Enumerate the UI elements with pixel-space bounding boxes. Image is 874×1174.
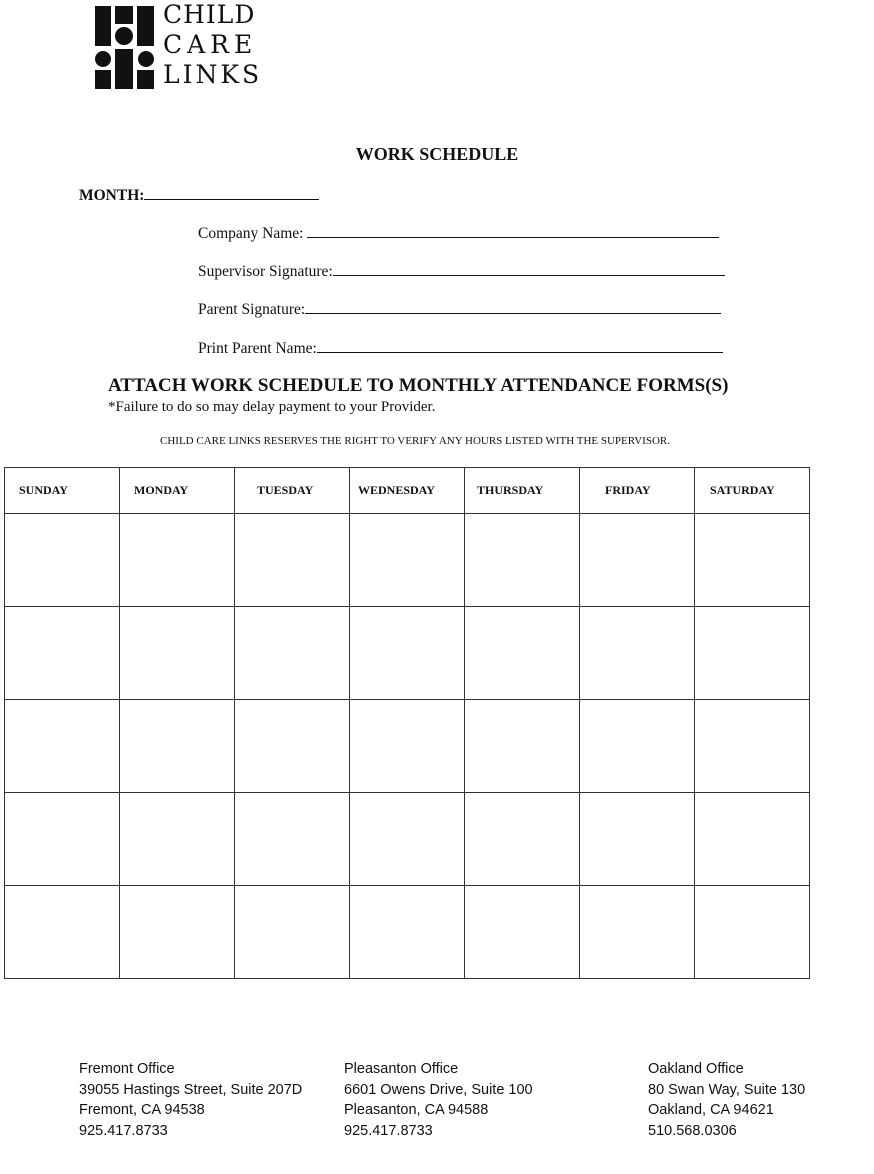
schedule-cell[interactable] <box>350 886 465 979</box>
page-title: WORK SCHEDULE <box>355 144 519 164</box>
office-city: Oakland, CA 94621 <box>648 1102 774 1118</box>
header-tuesday: TUESDAY <box>235 468 350 514</box>
header-thursday: THURSDAY <box>465 468 580 514</box>
schedule-cell[interactable] <box>350 607 465 700</box>
table-row <box>5 700 810 793</box>
failure-note: *Failure to do so may delay payment to your Provider. <box>108 399 436 415</box>
office-street: 39055 Hastings Street, Suite 207D <box>79 1081 303 1098</box>
table-header-row <box>5 468 810 514</box>
header-saturday: SATURDAY <box>695 468 810 514</box>
office-oakland <box>648 1059 805 1141</box>
table-row <box>5 607 810 700</box>
print-parent-name-field[interactable] <box>198 338 723 358</box>
child-care-links-logo <box>95 0 265 90</box>
parent-signature-label: Parent Signature: <box>198 301 306 318</box>
header-wednesday: WEDNESDAY <box>350 468 465 514</box>
month-label: MONTH: <box>79 187 145 204</box>
schedule-cell[interactable] <box>465 700 580 793</box>
office-street: 6601 Owens Drive, Suite 100 <box>344 1081 533 1098</box>
office-phone: 925.417.8733 <box>344 1122 433 1139</box>
schedule-cell[interactable] <box>580 700 695 793</box>
schedule-cell[interactable] <box>120 700 235 793</box>
office-name: Oakland Office <box>648 1061 744 1077</box>
schedule-cell[interactable] <box>465 514 580 607</box>
schedule-cell[interactable] <box>465 607 580 700</box>
schedule-cell[interactable] <box>235 700 350 793</box>
office-street: 80 Swan Way, Suite 130 <box>648 1081 806 1098</box>
logo-mark-icon <box>95 4 155 90</box>
schedule-table <box>4 467 810 979</box>
month-field[interactable] <box>79 185 319 205</box>
parent-signature-field[interactable] <box>198 299 721 319</box>
schedule-cell[interactable] <box>465 793 580 886</box>
schedule-cell[interactable] <box>695 514 810 607</box>
company-name-label: Company Name: <box>198 225 304 242</box>
schedule-cell[interactable] <box>235 607 350 700</box>
schedule-cell[interactable] <box>120 607 235 700</box>
office-city: Fremont, CA 94538 <box>79 1102 205 1118</box>
schedule-cell[interactable] <box>120 793 235 886</box>
office-name: Fremont Office <box>79 1061 175 1077</box>
office-name: Pleasanton Office <box>344 1061 459 1077</box>
schedule-cell[interactable] <box>580 514 695 607</box>
schedule-cell[interactable] <box>350 793 465 886</box>
header-monday: MONDAY <box>120 468 235 514</box>
schedule-cell[interactable] <box>695 607 810 700</box>
schedule-cell[interactable] <box>350 700 465 793</box>
schedule-cell[interactable] <box>695 700 810 793</box>
schedule-cell[interactable] <box>235 886 350 979</box>
schedule-cell[interactable] <box>120 514 235 607</box>
schedule-cell[interactable] <box>5 514 120 607</box>
schedule-cell[interactable] <box>5 607 120 700</box>
attach-notice: ATTACH WORK SCHEDULE TO MONTHLY ATTENDANCE FORMS(S) <box>108 375 729 396</box>
supervisor-signature-field[interactable] <box>198 261 725 281</box>
office-pleasanton <box>344 1059 533 1141</box>
header-friday: FRIDAY <box>580 468 695 514</box>
logo-text-care: CARE <box>163 30 258 59</box>
office-phone: 510.568.0306 <box>648 1122 737 1139</box>
schedule-cell[interactable] <box>5 886 120 979</box>
supervisor-signature-label: Supervisor Signature: <box>198 263 333 280</box>
schedule-cell[interactable] <box>5 793 120 886</box>
office-city: Pleasanton, CA 94588 <box>344 1102 489 1118</box>
schedule-cell[interactable] <box>580 607 695 700</box>
schedule-cell[interactable] <box>350 514 465 607</box>
office-fremont <box>79 1059 302 1141</box>
company-name-field[interactable] <box>198 223 719 243</box>
schedule-cell[interactable] <box>5 700 120 793</box>
schedule-cell[interactable] <box>235 514 350 607</box>
verify-notice: CHILD CARE LINKS RESERVES THE RIGHT TO VERIFY ANY HOURS LISTED WITH THE SUPERVISOR. <box>160 435 670 447</box>
office-phone: 925.417.8733 <box>79 1122 168 1139</box>
schedule-cell[interactable] <box>580 886 695 979</box>
logo-text-links: LINKS <box>163 60 263 89</box>
schedule-cell[interactable] <box>580 793 695 886</box>
schedule-cell[interactable] <box>465 886 580 979</box>
table-row <box>5 886 810 979</box>
schedule-cell[interactable] <box>695 793 810 886</box>
schedule-cell[interactable] <box>235 793 350 886</box>
schedule-cell[interactable] <box>695 886 810 979</box>
table-row <box>5 514 810 607</box>
header-sunday: SUNDAY <box>5 468 120 514</box>
schedule-cell[interactable] <box>120 886 235 979</box>
print-parent-name-label: Print Parent Name: <box>198 340 317 357</box>
logo-text-child: CHILD <box>163 0 256 29</box>
table-row <box>5 793 810 886</box>
